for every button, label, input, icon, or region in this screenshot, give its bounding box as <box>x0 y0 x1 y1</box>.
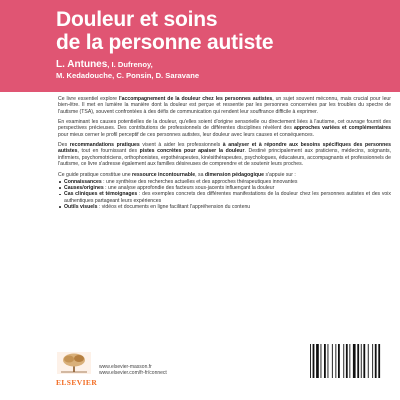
emphasis: dimension pédagogique <box>204 171 265 178</box>
list-item <box>64 191 391 204</box>
barcode <box>306 326 386 386</box>
text-run: En examinant les causes potentielles de la douleur, qu'elles soient d'origine sensorielle ou directement liées à l'autisme, cet ouvrage fournit des perspectives précieuses. Des contributions de professionnels de différentes disciplines révèlent des <box>58 119 391 132</box>
emphasis: pistes concrètes pour apaiser la douleur <box>139 148 245 155</box>
co-authors-line-2: M. Kedadouche, C. Ponsin, D. Saravane <box>56 71 200 80</box>
list-item <box>64 204 391 210</box>
co-authors-line-1: , I. Dufrenoy, <box>107 60 153 69</box>
emphasis: l'accompagnement de la douleur chez les personnes autistes <box>118 96 273 102</box>
item-label: Cas cliniques et témoignages <box>64 191 138 198</box>
back-cover-text <box>58 96 391 210</box>
elsevier-tree-logo <box>57 352 91 374</box>
connect-link[interactable]: www.elsevier.com/fr-fr/connect <box>99 370 167 377</box>
text-run: visent à aider les professionnels <box>139 142 223 149</box>
item-text: : vidéos et documents en ligne facilitant l'appréhension du contenu <box>97 204 251 211</box>
paragraph-recommendations <box>58 142 391 167</box>
paragraph-causes <box>58 119 391 138</box>
title-line-2: de la personne autiste <box>56 31 274 54</box>
paragraph-guide <box>58 172 391 178</box>
text-run: , un sujet souvent méconnu, mais crucial pour leur bien-être. Il met en lumière la manière dont la douleur est perçue et ressentie par les personnes concernées par les troubles du spectre de l'autisme (TSA), souvent confrontées à des défis de communication qui rendent leur souffrance difficile à exprimer. <box>58 96 391 115</box>
text-run: Ce livre essentiel explore <box>58 96 119 102</box>
emphasis: ressource incontournable <box>132 171 196 178</box>
text-run: , tout en fournissant des <box>77 148 140 155</box>
lead-author: L. Antunes <box>56 59 108 70</box>
cover-header-band <box>0 0 400 92</box>
title-line-1: Douleur et soins <box>56 8 218 31</box>
text-run: , sa <box>195 171 205 178</box>
emphasis: approches variées et complémentaires <box>293 125 391 132</box>
features-list <box>58 179 391 210</box>
item-label: Causes/origines <box>64 185 104 192</box>
paragraph-intro <box>58 96 391 115</box>
text-run: Des <box>58 142 70 149</box>
publisher-brand: ELSEVIER <box>56 378 98 387</box>
item-label: Outils visuels <box>64 204 98 211</box>
item-text: : des exemples concrets des différentes manifestations de la douleur chez les personnes autistes et des voix authentiques partageant leurs expériences <box>64 191 391 204</box>
footer-links <box>99 364 167 376</box>
item-text: : une analyse approfondie des facteurs sous-jacents influençant la douleur <box>103 185 275 192</box>
publisher-link[interactable]: www.elsevier-masson.fr <box>99 364 152 370</box>
text-run: s'appuie sur : <box>264 171 296 178</box>
emphasis: recommandations pratiques <box>69 142 140 149</box>
item-label: Connaissances <box>64 178 102 185</box>
text-run: Ce guide pratique constitue une <box>58 171 133 178</box>
authors <box>56 59 376 81</box>
book-title <box>56 8 386 54</box>
emphasis: à analyser et à répondre aux besoins spécifiques des personnes autistes <box>58 142 391 155</box>
text-run: pour mieux cerner le profil perceptif de ces personnes autistes, leur douleur avec leurs causes et conséquences. <box>58 131 315 138</box>
item-text: : une synthèse des recherches actuelles et des approches thérapeutiques innovantes <box>101 178 298 185</box>
text-run: . Destiné principalement aux praticiens, médecins, soignants, infirmiers, psychomotriciens, orthophonistes, ergothérapeutes, kinésithérapeutes, psychologues, éducateurs, accompagnants et professionnels de l'autisme, ce livre s'adresse également aux familles désireuses de comprendre et de soutenir leurs proches. <box>58 148 392 168</box>
